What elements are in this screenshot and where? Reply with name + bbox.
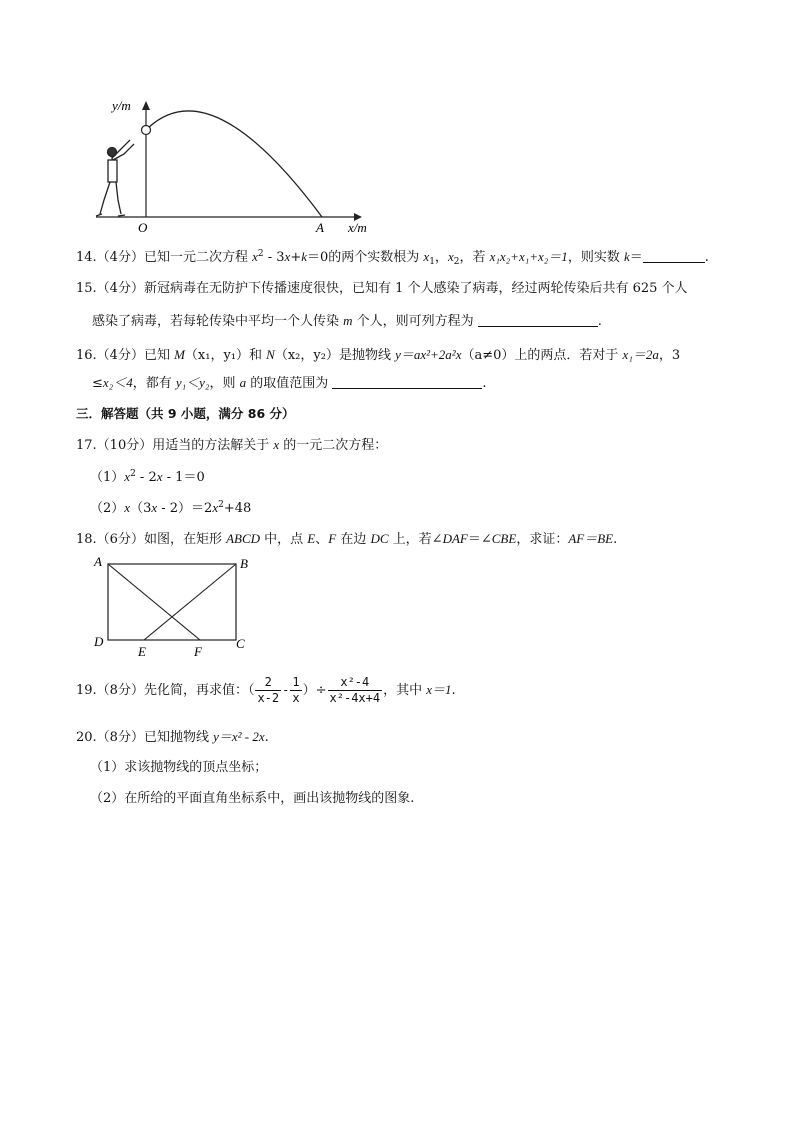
answer-blank-15[interactable] [478, 314, 598, 327]
rectangle-abcd [108, 564, 236, 640]
label-f: F [194, 644, 202, 658]
x-axis-label: x/m [348, 220, 367, 235]
question-14: 14.（4分）已知一元二次方程 $x^2 - 3x+k=0$的两个实数根为 $x_1$，$x_2$，若 x₁x₂+x₁+x₂＝1，则实数 k＝ . [76, 249, 709, 267]
ball-icon [142, 126, 151, 135]
trajectory-figure [90, 96, 370, 236]
label-d: D [94, 634, 104, 649]
origin-label: O [138, 220, 148, 235]
person-icon [96, 140, 134, 216]
segment-af [108, 564, 200, 640]
y-axis-arrow [142, 101, 150, 110]
question-15-line-1: 15.（4分）新冠病毒在无防护下传播速度很快，已知有 1 个人感染了病毒，经过两轮传染后共有 625 个人 [76, 281, 688, 296]
label-c: C [236, 636, 245, 651]
label-e: E [138, 644, 146, 658]
question-20-part-1: （1）求该抛物线的顶点坐标； [90, 760, 268, 775]
fraction-2-over-x-minus-2: $\frac{2}{x-2}$ [257, 675, 280, 705]
question-19: 19.（8分）先化简，再求值：（ $\frac{2}{x-2}$ - $\frac{1}{x}$ ）÷ $\frac{\text{x²-4}}{\text{x²-4x+4}}$ ，其中 x＝1. [76, 675, 456, 705]
fraction-x2-minus-4: $\frac{\text{x²-4}}{\text{x²-4x+4}}$ [329, 675, 381, 705]
rectangle-figure [90, 554, 260, 658]
fraction-1-over-x: $\frac{1}{x}$ [292, 675, 300, 705]
question-16-line-2: ≤x₂＜4，都有 y₁＜y₂，则 a 的取值范围为 . [92, 375, 487, 391]
question-17-title: 17.（10分）用适当的方法解关于 x 的一元二次方程： [76, 437, 388, 453]
label-a: A [94, 554, 102, 569]
segment-be [144, 564, 236, 640]
question-15-line-2: 感染了病毒，若每轮传染中平均一个人传染 m 个人，则可列方程为 . [92, 313, 602, 329]
question-17-part-2: $(2)x(3x - 2)=2x^2+48$ [90, 500, 252, 516]
answer-blank-16[interactable] [332, 376, 482, 389]
question-20-part-2: （2）在所给的平面直角坐标系中，画出该抛物线的图象. [90, 791, 415, 806]
answer-blank-14[interactable] [643, 250, 705, 263]
question-17-part-1: $(1)x^2 - 2x - 1=0$ [90, 469, 205, 485]
point-a-label: A [316, 220, 324, 235]
question-16-line-1: 16.（4分）已知 M（x₁，y₁）和 N（x₂，y₂）是抛物线 y＝ax²+2a²x（a≠0）上的两点．若对于 x₁＝2a，3 [76, 347, 681, 363]
section-3-heading: 三．解答题（共 9 小题，满分 86 分） [76, 406, 295, 421]
question-20: 20.（8分）已知抛物线 y＝x² - 2x. [76, 729, 269, 745]
label-b: B [240, 556, 248, 571]
y-axis-label: y/m [112, 98, 131, 113]
trajectory-curve [146, 111, 322, 217]
question-18: 18.（6分）如图，在矩形 ABCD 中，点 E、F 在边 DC 上，若∠DAF＝∠CBE，求证：AF＝BE. [76, 531, 618, 547]
